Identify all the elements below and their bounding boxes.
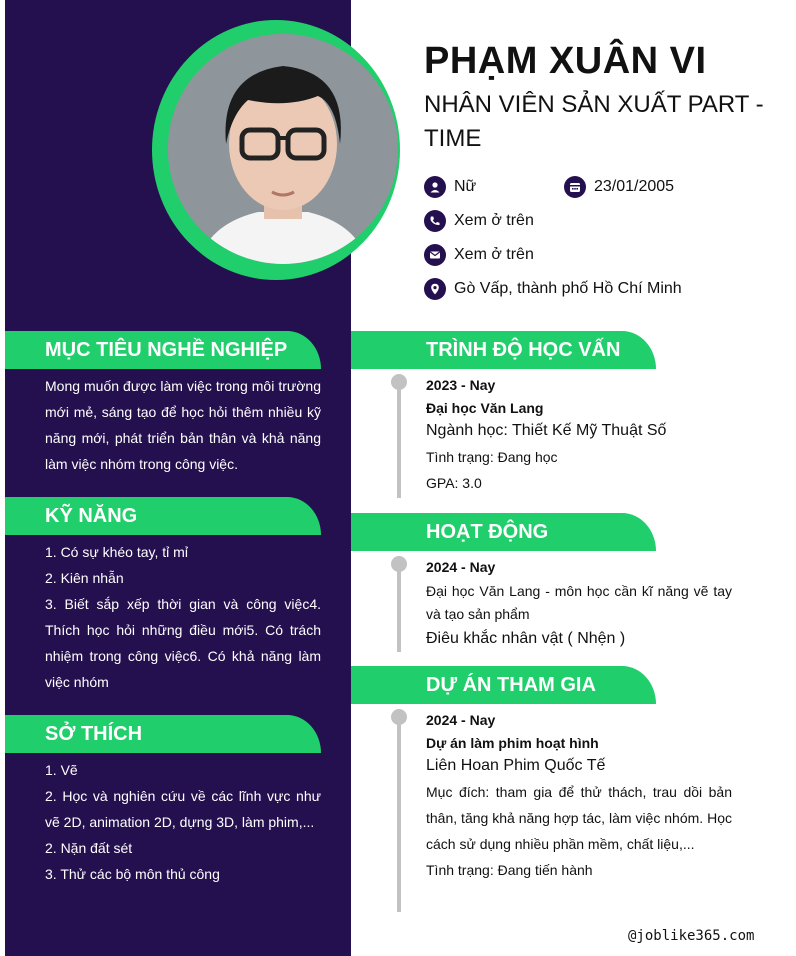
project-entry: [426, 711, 732, 883]
job-title: NHÂN VIÊN SẢN XUẤT PART - TIME: [424, 91, 764, 152]
project-status: Tình trạng: Đang tiến hành: [426, 862, 593, 878]
education-school: Đại học Văn Lang: [426, 400, 544, 416]
timeline-dot: [391, 374, 407, 390]
list-item: 3. Thử các bộ môn thủ công: [45, 866, 220, 882]
email-value: Xem ở trên: [454, 246, 534, 263]
calendar-icon: [564, 176, 586, 198]
list-item: 2. Nặn đất sét: [45, 840, 133, 856]
project-date: 2024 - Nay: [426, 712, 496, 728]
list-item: 2. Học và nghiên cứu về các lĩnh vực như vẽ 2D, animation 2D, dựng 3D, làm phim,...: [45, 788, 321, 830]
education-major: Ngành học: Thiết Kế Mỹ Thuật Số: [426, 422, 667, 439]
skills-list: [45, 539, 321, 695]
list-item: 2. Kiên nhẫn: [45, 570, 124, 586]
project-purpose: Mục đích: tham gia để thử thách, trau dồi bản thân, tăng khả năng hợp tác, làm việc nhóm. Học cách sử dụng nhiều phần mềm, chất liệu,...: [426, 784, 732, 852]
list-item: 1. Có sự khéo tay, tỉ mỉ: [45, 544, 188, 560]
hobbies-heading: SỞ THÍCH: [5, 715, 321, 753]
location-pin-icon: [424, 278, 446, 300]
list-item: 1. Vẽ: [45, 762, 78, 778]
education-heading: TRÌNH ĐỘ HỌC VẤN: [351, 331, 656, 369]
project-name: Dự án làm phim hoạt hình: [426, 735, 599, 751]
education-date: 2023 - Nay: [426, 377, 496, 393]
envelope-icon: [424, 244, 446, 266]
watermark: @joblike365.com: [628, 928, 755, 944]
dob-row: [564, 176, 674, 198]
timeline-line: [397, 382, 401, 498]
activity-org: Đại học Văn Lang - môn học cần kĩ năng vẽ tay và tạo sản phẩm: [426, 583, 732, 622]
list-item: 3. Biết sắp xếp thời gian và công việc4. Thích học hỏi những điều mới5. Có trách nhiệm trong công việc6. Có khả năng làm việc nhóm: [45, 596, 321, 690]
education-status: Tình trạng: Đang học: [426, 449, 558, 465]
timeline-line: [397, 717, 401, 912]
activity-role: Điêu khắc nhân vật ( Nhện ): [426, 630, 626, 647]
gender-row: [424, 176, 476, 198]
phone-icon: [424, 210, 446, 232]
activity-date: 2024 - Nay: [426, 559, 496, 575]
gender-value: Nữ: [454, 178, 477, 195]
skills-heading: KỸ NĂNG: [5, 497, 321, 535]
phone-row: [424, 210, 534, 232]
hobbies-list: [45, 757, 321, 887]
education-gpa: GPA: 3.0: [426, 475, 482, 491]
timeline-dot: [391, 556, 407, 572]
activities-heading: HOẠT ĐỘNG: [351, 513, 656, 551]
email-row: [424, 244, 534, 266]
address-row: [424, 278, 682, 300]
objective-text: Mong muốn được làm việc trong môi trường mới mẻ, sáng tạo để học hỏi thêm nhiều kỹ năng mới, phát triển bản thân và khả năng làm việc nhóm trong công việc.: [45, 378, 321, 472]
user-icon: [424, 176, 446, 198]
timeline-line: [397, 564, 401, 652]
education-entry: [426, 376, 732, 496]
timeline-dot: [391, 709, 407, 725]
portrait-illustration: [168, 34, 398, 264]
dob-value: 23/01/2005: [594, 178, 675, 195]
candidate-name: PHẠM XUÂN VI: [424, 40, 707, 82]
address-value: Gò Vấp, thành phố Hồ Chí Minh: [454, 280, 682, 297]
activity-entry: [426, 558, 732, 652]
profile-photo: [168, 34, 398, 264]
objective-heading: MỤC TIÊU NGHỀ NGHIỆP: [5, 331, 321, 369]
phone-value: Xem ở trên: [454, 212, 534, 229]
project-event: Liên Hoan Phim Quốc Tế: [426, 757, 606, 774]
projects-heading: DỰ ÁN THAM GIA: [351, 666, 656, 704]
